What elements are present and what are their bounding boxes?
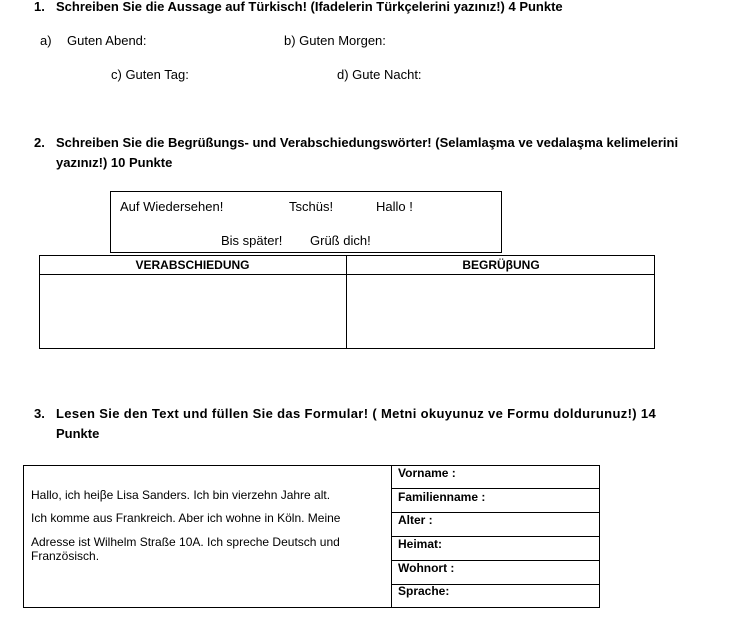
header-verabschiedung: VERABSCHIEDUNG (135, 258, 250, 272)
field-wohnort: Wohnort : (398, 561, 455, 575)
header-begruessung: BEGRÜβUNG (462, 258, 540, 272)
word-4: Bis später! (221, 233, 283, 248)
reading-text-line-3: Adresse ist Wilhelm Straße 10A. Ich spreche Deutsch und (31, 535, 340, 549)
q2-number: 2. (34, 135, 45, 150)
q1-item-a-label: a) (40, 33, 52, 48)
q1-title: Schreiben Sie die Aussage auf Türkisch! (Ifadelerin Türkçelerini yazınız!) 4 Punkte (56, 0, 563, 14)
q3-title-line1: Lesen Sie den Text und füllen Sie das Formular! ( Metni okuyunuz ve Formu doldurunuz!) 14 (56, 406, 657, 421)
q2-title-line1: Schreiben Sie die Begrüßungs- und Verabschiedungswörter! (Selamlaşma ve vedalaşma kelimelerini (56, 135, 679, 150)
q2-title-line2: yazınız!) 10 Punkte (56, 155, 173, 170)
q3-number: 3. (34, 406, 45, 421)
q1-item-c-text: c) Guten Tag: (111, 67, 189, 82)
field-heimat: Heimat: (398, 537, 443, 551)
word-5: Grüß dich! (310, 233, 371, 248)
q1-number: 1. (34, 0, 45, 14)
answer-cell-begruessung[interactable] (347, 275, 654, 348)
q1-item-d-text: d) Gute Nacht: (337, 67, 422, 82)
field-alter: Alter : (398, 513, 433, 527)
field-familienname: Familienname : (398, 490, 486, 504)
word-3: Hallo ! (376, 199, 413, 214)
q1-item-b-text: b) Guten Morgen: (284, 33, 386, 48)
answer-cell-verabschiedung[interactable] (40, 275, 346, 348)
q1-item-a-text: Guten Abend: (67, 33, 147, 48)
field-sprache: Sprache: (398, 584, 450, 598)
reading-text-line-1: Hallo, ich heiβe Lisa Sanders. Ich bin vierzehn Jahre alt. (31, 488, 331, 502)
field-vorname: Vorname : (398, 466, 456, 480)
reading-text-line-2: Ich komme aus Frankreich. Aber ich wohne in Köln. Meine (31, 511, 341, 525)
q3-title-line2: Punkte (56, 426, 100, 441)
word-2: Tschüs! (289, 199, 334, 214)
word-1: Auf Wiedersehen! (120, 199, 224, 214)
form-row-line (391, 488, 600, 489)
reading-text-line-4: Französisch. (31, 549, 100, 563)
